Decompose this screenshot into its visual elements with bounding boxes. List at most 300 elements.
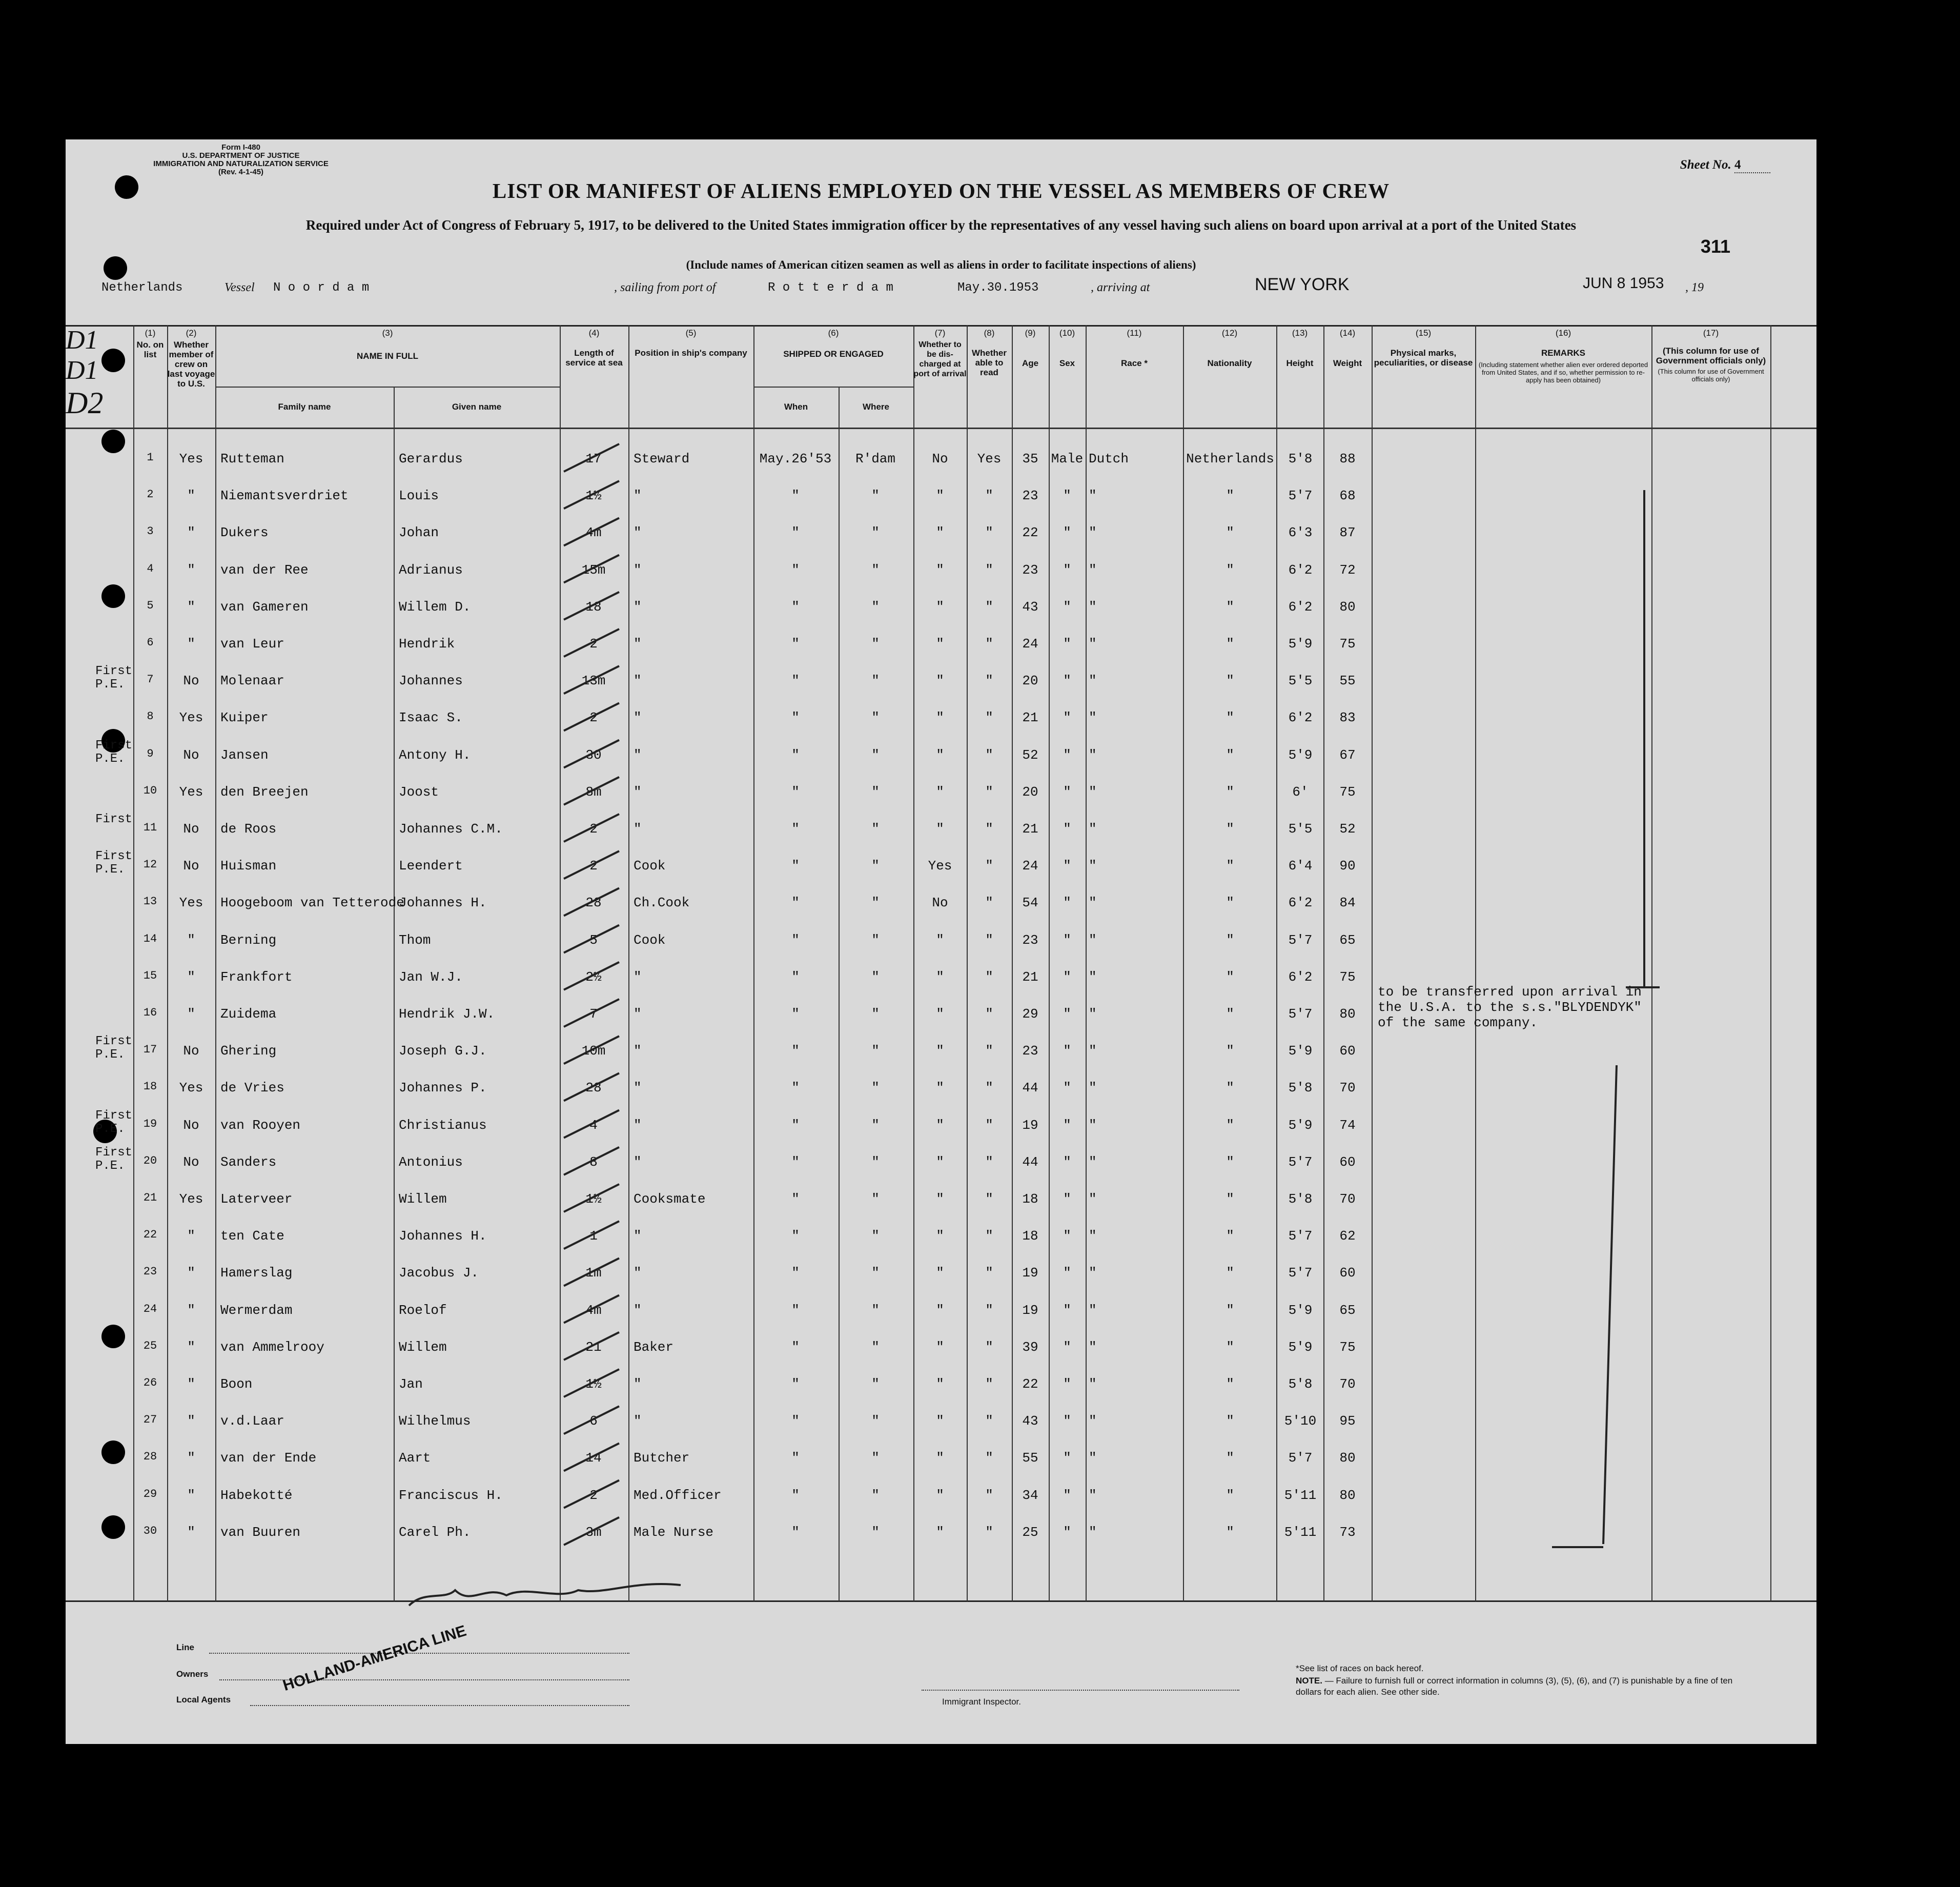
row-service-length: 8m [585,784,602,800]
row-number: 2 [147,488,154,501]
row-family-name: Rutteman [220,451,284,466]
row-sex: " [1063,1339,1071,1355]
row-height: 6'2 [1288,895,1313,911]
col-16-num: (16) [1555,328,1571,338]
row-discharge: " [936,636,944,652]
row-nationality: " [1226,895,1234,911]
row-age: 19 [1022,1302,1038,1318]
row-weight: 55 [1339,673,1356,689]
row-shipped-when: " [791,1006,800,1022]
row-sex: " [1063,858,1071,874]
col-length-of-service: Length of service at sea [565,348,623,368]
row-nationality: " [1226,488,1234,504]
row-able-to-read: " [985,1117,993,1133]
row-position: " [634,1117,642,1133]
row-service-length: 7 [589,1006,598,1022]
row-age: 19 [1022,1265,1038,1281]
row-nationality: " [1226,1339,1234,1355]
row-age: 39 [1022,1339,1038,1355]
row-height: 5'10 [1284,1413,1317,1429]
signature [66,139,1816,1744]
row-shipped-where: " [871,710,880,726]
row-service-length: 17 [585,451,602,466]
row-weight: 52 [1339,821,1356,837]
row-position: " [634,562,642,578]
margin-note: First P.E. [95,1034,133,1062]
col-action-inspector: (This column for use of Government officials only) [1656,346,1766,366]
row-shipped-when: " [791,1265,800,1281]
row-nationality: " [1226,1006,1234,1022]
row-height: 5'7 [1288,488,1313,504]
row-sex: " [1063,1524,1071,1540]
line-label: Line [176,1642,194,1652]
row-prev-voyage: " [187,1302,195,1318]
row-position: " [634,636,642,652]
row-able-to-read: " [985,710,993,726]
row-nationality: " [1226,562,1234,578]
row-sex: " [1063,488,1071,504]
row-weight: 75 [1339,969,1356,985]
row-family-name: Hamerslag [220,1265,293,1281]
row-height: 5'11 [1284,1524,1317,1540]
row-discharge: " [936,1006,944,1022]
row-age: 24 [1022,636,1038,652]
row-discharge: Yes [928,858,952,874]
row-family-name: Hoogeboom van Tetterode [220,895,404,911]
row-sex: " [1063,1080,1071,1096]
row-discharge: " [936,932,944,948]
row-position: " [634,1413,642,1429]
row-service-length: 1m [585,1265,602,1281]
row-shipped-when: " [791,710,800,726]
row-given-name: Johan [399,525,439,541]
row-age: 24 [1022,858,1038,874]
row-height: 5'7 [1288,932,1313,948]
row-shipped-where: " [871,821,880,837]
row-nationality: " [1226,1302,1234,1318]
col-15-num: (15) [1415,328,1432,338]
row-given-name: Adrianus [399,562,463,578]
row-weight: 75 [1339,784,1356,800]
row-race: Dutch [1089,451,1129,466]
row-shipped-when: " [791,636,800,652]
row-service-length: 3m [585,1524,602,1540]
row-prev-voyage: " [187,525,195,541]
row-sex: " [1063,969,1071,985]
row-nationality: " [1226,932,1234,948]
row-nationality: " [1226,1413,1234,1429]
col-12-num: (12) [1221,328,1238,338]
col-sex: Sex [1059,358,1075,368]
row-number: 6 [147,636,154,649]
row-age: 23 [1022,1043,1038,1059]
col-able-to-read: Whether able to read [972,348,1007,377]
row-race: " [1089,1006,1097,1022]
col-shipped: SHIPPED OR ENGAGED [783,349,884,359]
row-service-length: 30 [585,747,602,763]
row-given-name: Thom [399,932,431,948]
row-shipped-where: " [871,1487,880,1503]
row-service-length: 21 [585,1339,602,1355]
row-shipped-when: " [791,1228,800,1244]
row-shipped-where: " [871,747,880,763]
row-discharge: " [936,562,944,578]
row-shipped-where: " [871,1117,880,1133]
row-prev-voyage: No [183,1154,199,1170]
row-able-to-read: " [985,1487,993,1503]
row-discharge: " [936,821,944,837]
row-service-length: 2 [589,821,598,837]
row-sex: Male [1051,451,1084,466]
col-remarks: REMARKS [1541,348,1585,358]
row-age: 21 [1022,969,1038,985]
row-able-to-read: " [985,525,993,541]
row-family-name: den Breejen [220,784,309,800]
row-height: 6'2 [1288,969,1313,985]
row-family-name: Ghering [220,1043,277,1059]
row-able-to-read: " [985,1302,993,1318]
col-name-in-full: NAME IN FULL [357,351,418,361]
col-14-num: (14) [1339,328,1356,338]
row-prev-voyage: Yes [179,451,203,466]
col-6-num: (6) [828,328,839,338]
row-age: 43 [1022,599,1038,615]
row-number: 19 [143,1117,157,1130]
row-service-length: 1½ [585,1191,602,1207]
row-weight: 83 [1339,710,1356,726]
row-given-name: Hendrik J.W. [399,1006,495,1022]
row-shipped-when: " [791,969,800,985]
col-11-num: (11) [1127,328,1142,338]
col-5-num: (5) [685,328,697,338]
col-action-detail: (This column for use of Government officials only) [1658,368,1764,383]
row-able-to-read: " [985,488,993,504]
row-weight: 75 [1339,636,1356,652]
row-family-name: Niemantsverdriet [220,488,349,504]
row-age: 44 [1022,1154,1038,1170]
col-age: Age [1022,358,1039,368]
sheet-number-label: Sheet No. [1680,158,1731,172]
row-shipped-where: " [871,673,880,689]
row-position: " [634,710,642,726]
row-number: 22 [143,1228,157,1242]
row-given-name: Johannes [399,673,463,689]
row-able-to-read: " [985,1228,993,1244]
row-prev-voyage: Yes [179,710,203,726]
row-number: 27 [143,1413,157,1427]
row-family-name: van Gameren [220,599,309,615]
row-family-name: van Buuren [220,1524,301,1540]
row-given-name: Hendrik [399,636,455,652]
row-number: 18 [143,1080,157,1093]
row-sex: " [1063,1228,1071,1244]
row-discharge: " [936,1080,944,1096]
row-weight: 70 [1339,1191,1356,1207]
row-age: 43 [1022,1413,1038,1429]
col-10-num: (10) [1059,328,1075,338]
row-prev-voyage: " [187,1376,195,1392]
col-discharge: Whether to be dis-charged at port of arrival [913,340,967,378]
col-family-name: Family name [278,402,331,412]
row-family-name: v.d.Laar [220,1413,284,1429]
row-given-name: Aart [399,1450,431,1466]
row-nationality: " [1226,1117,1234,1133]
row-race: " [1089,673,1097,689]
row-discharge: " [936,599,944,615]
row-position: Cooksmate [634,1191,706,1207]
manifest-subtitle: Required under Act of Congress of February 5, 1917, to be delivered to the United States immigration officer by the representatives of any vessel having such aliens on board upon arrival at a port of the United States [305,217,1577,233]
row-shipped-where: " [871,562,880,578]
row-sex: " [1063,1265,1071,1281]
row-family-name: Habekotté [220,1487,293,1503]
row-shipped-when: " [791,1376,800,1392]
row-sex: " [1063,562,1071,578]
arrival-date: JUN 8 1953 [1583,275,1664,292]
col-when: When [784,402,808,412]
row-position: " [634,784,642,800]
row-weight: 62 [1339,1228,1356,1244]
row-height: 6'4 [1288,858,1313,874]
row-given-name: Roelof [399,1302,447,1318]
row-shipped-where: " [871,1043,880,1059]
row-age: 21 [1022,821,1038,837]
row-family-name: de Vries [220,1080,284,1096]
row-weight: 84 [1339,895,1356,911]
row-prev-voyage: " [187,636,195,652]
row-shipped-where: " [871,932,880,948]
row-weight: 80 [1339,1006,1356,1022]
col-17-num: (17) [1703,328,1719,338]
row-number: 9 [147,747,154,760]
row-given-name: Jan W.J. [399,969,463,985]
row-service-length: 5 [589,932,598,948]
row-weight: 70 [1339,1080,1356,1096]
year-label: , 19 [1685,281,1704,294]
row-discharge: " [936,1450,944,1466]
row-sex: " [1063,895,1071,911]
row-given-name: Wilhelmus [399,1413,471,1429]
row-able-to-read: " [985,784,993,800]
row-service-length: 1½ [585,1376,602,1392]
row-race: " [1089,1302,1097,1318]
vessel-name: N o o r d a m [273,281,370,295]
row-able-to-read: " [985,969,993,985]
row-age: 21 [1022,710,1038,726]
col-7-num: (7) [934,328,946,338]
row-number: 20 [143,1154,157,1167]
row-shipped-when: " [791,1043,800,1059]
remark-mark-d2: D2 [66,386,104,420]
row-family-name: Berning [220,932,277,948]
row-sex: " [1063,1302,1071,1318]
row-discharge: " [936,747,944,763]
row-shipped-when: " [791,858,800,874]
row-given-name: Jan [399,1376,423,1392]
row-prev-voyage: " [187,1006,195,1022]
row-race: " [1089,1191,1097,1207]
row-height: 5'7 [1288,1154,1313,1170]
row-given-name: Joost [399,784,439,800]
row-able-to-read: Yes [977,451,1002,466]
row-number: 13 [143,895,157,908]
row-family-name: ten Cate [220,1228,284,1244]
row-position: " [634,1080,642,1096]
row-shipped-where: " [871,1154,880,1170]
row-prev-voyage: No [183,821,199,837]
row-nationality: " [1226,969,1234,985]
row-able-to-read: " [985,673,993,689]
row-sex: " [1063,673,1071,689]
row-position: " [634,525,642,541]
row-number: 25 [143,1339,157,1352]
row-nationality: " [1226,1450,1234,1466]
col-8-num: (8) [984,328,995,338]
row-family-name: van der Ende [220,1450,317,1466]
row-discharge: " [936,784,944,800]
row-nationality: " [1226,1154,1234,1170]
row-able-to-read: " [985,1524,993,1540]
transfer-remark: to be transferred upon arrival in the U.S.A. to the s.s."BLYDENDYK" of the same company. [1378,984,1642,1030]
row-nationality: " [1226,784,1234,800]
row-service-length: 8 [589,1154,598,1170]
col-3-num: (3) [382,328,393,338]
row-shipped-when: " [791,1154,800,1170]
row-number: 4 [147,562,154,575]
col-9-num: (9) [1025,328,1036,338]
col-given-name: Given name [452,402,502,412]
row-discharge: " [936,1228,944,1244]
row-race: " [1089,784,1097,800]
row-shipped-where: " [871,1302,880,1318]
row-discharge: " [936,1043,944,1059]
row-able-to-read: " [985,747,993,763]
row-shipped-when: " [791,1080,800,1096]
row-shipped-where: " [871,599,880,615]
row-family-name: Molenaar [220,673,284,689]
row-able-to-read: " [985,599,993,615]
row-given-name: Louis [399,488,439,504]
row-discharge: " [936,1265,944,1281]
row-number: 15 [143,969,157,982]
row-prev-voyage: " [187,599,195,615]
row-shipped-where: " [871,1006,880,1022]
sailing-label: , sailing from port of [614,281,716,294]
row-sex: " [1063,599,1071,615]
row-number: 26 [143,1376,157,1389]
owners-label: Owners [176,1669,209,1679]
row-family-name: Wermerdam [220,1302,293,1318]
row-race: " [1089,1524,1097,1540]
row-position: " [634,1154,642,1170]
row-service-length: 2 [589,636,598,652]
row-family-name: Dukers [220,525,269,541]
row-nationality: " [1226,1376,1234,1392]
row-weight: 60 [1339,1043,1356,1059]
row-race: " [1089,1043,1097,1059]
row-height: 5'5 [1288,673,1313,689]
races-note: *See list of races on back hereof. [1296,1663,1424,1673]
row-nationality: " [1226,858,1234,874]
row-age: 35 [1022,451,1038,466]
row-discharge: No [932,451,948,466]
row-height: 5'8 [1288,1376,1313,1392]
col-nationality: Nationality [1207,358,1252,368]
row-weight: 73 [1339,1524,1356,1540]
row-number: 21 [143,1191,157,1204]
row-number: 5 [147,599,154,612]
row-race: " [1089,895,1097,911]
row-race: " [1089,1117,1097,1133]
row-given-name: Isaac S. [399,710,463,726]
row-height: 6'3 [1288,525,1313,541]
row-sex: " [1063,1043,1071,1059]
row-family-name: van Ammelrooy [220,1339,324,1355]
row-number: 29 [143,1487,157,1500]
margin-note: First P.E. [95,1145,133,1173]
row-age: 55 [1022,1450,1038,1466]
row-service-length: 1½ [585,488,602,504]
row-race: " [1089,932,1097,948]
row-weight: 88 [1339,451,1356,466]
row-service-length: 1 [589,1228,598,1244]
row-height: 5'8 [1288,1191,1313,1207]
row-service-length: 15m [581,562,606,578]
row-prev-voyage: " [187,969,195,985]
row-number: 12 [143,858,157,871]
row-nationality: " [1226,1080,1234,1096]
row-number: 30 [143,1524,157,1537]
row-shipped-where: R'dam [855,451,895,466]
row-weight: 67 [1339,747,1356,763]
margin-note: First P.E. [95,1108,133,1136]
row-prev-voyage: No [183,1117,199,1133]
row-position: " [634,599,642,615]
row-height: 5'7 [1288,1006,1313,1022]
sailing-date: May.30.1953 [957,281,1039,295]
row-shipped-where: " [871,1080,880,1096]
row-prev-voyage: " [187,1265,195,1281]
row-discharge: " [936,969,944,985]
row-service-length: 2 [589,1487,598,1503]
stamp-number: 311 [1700,236,1730,257]
col-4-num: (4) [588,328,600,338]
row-given-name: Gerardus [399,451,463,466]
row-family-name: Laterveer [220,1191,293,1207]
row-shipped-where: " [871,488,880,504]
row-shipped-where: " [871,969,880,985]
row-height: 6'2 [1288,562,1313,578]
row-given-name: Willem D. [399,599,471,615]
row-service-length: 4m [585,525,602,541]
col-remarks-detail: (Including statement whether alien ever ordered deported from United States, and if so, whether permission to re-apply has been obtained) [1478,361,1648,384]
row-race: " [1089,969,1097,985]
row-given-name: Franciscus H. [399,1487,503,1503]
row-shipped-where: " [871,1376,880,1392]
row-able-to-read: " [985,1006,993,1022]
service: IMMIGRATION AND NATURALIZATION SERVICE [153,159,329,168]
row-race: " [1089,1265,1097,1281]
row-shipped-when: " [791,1450,800,1466]
row-prev-voyage: No [183,858,199,874]
row-shipped-when: " [791,821,800,837]
row-sex: " [1063,1191,1071,1207]
row-shipped-where: " [871,1228,880,1244]
row-age: 54 [1022,895,1038,911]
row-position: " [634,1006,642,1022]
row-able-to-read: " [985,1154,993,1170]
row-age: 18 [1022,1228,1038,1244]
row-prev-voyage: " [187,932,195,948]
